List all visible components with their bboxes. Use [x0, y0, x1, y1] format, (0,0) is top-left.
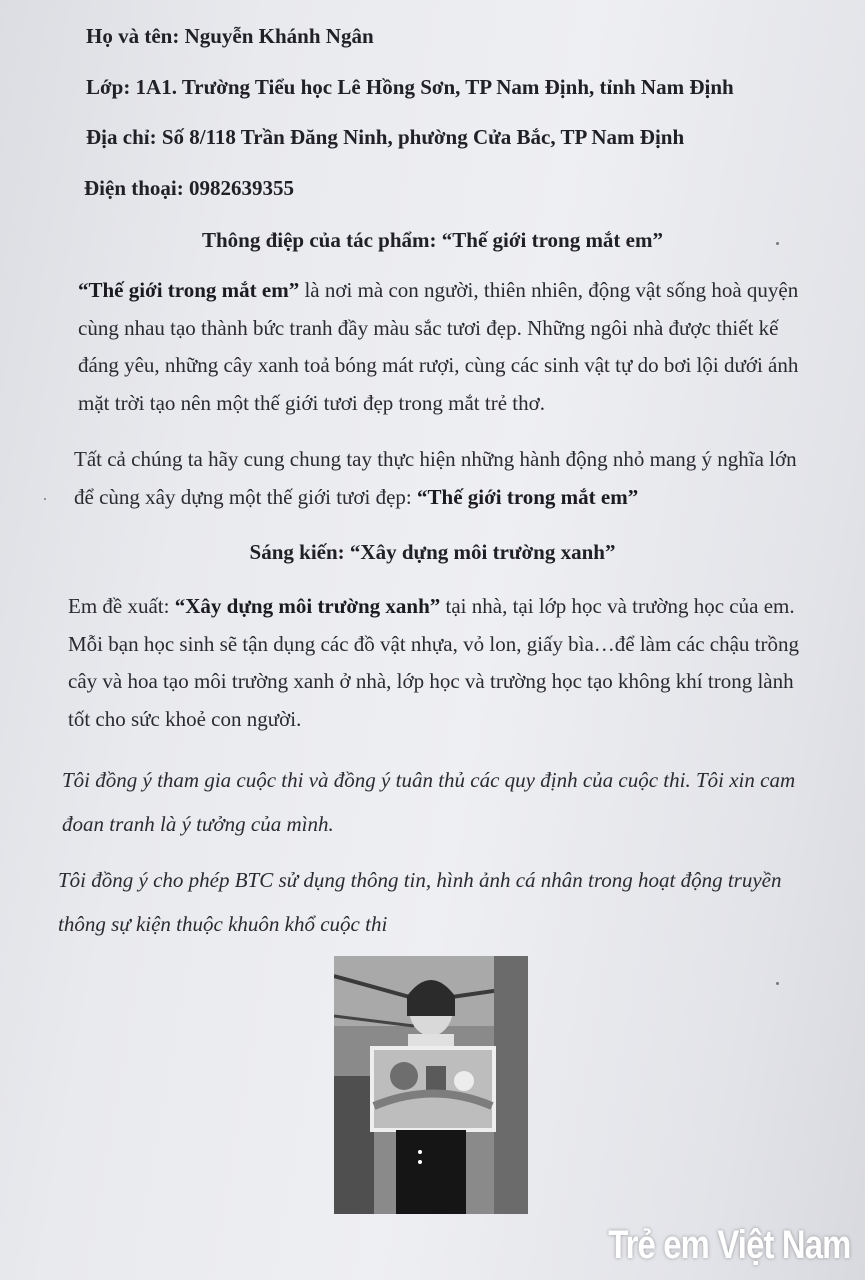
initiative-heading: Sáng kiến: “Xây dựng môi trường xanh”: [249, 540, 616, 564]
initiative-paragraph: [68, 588, 820, 738]
message-title-bold: “Thế giới trong mắt em”: [78, 278, 300, 302]
student-photo-drawing: [334, 956, 528, 1214]
message-paragraph-2-text: Tất cả chúng ta hãy cung chung tay thực hiện những hành động nhỏ mang ý nghĩa lớn để cùng xây dựng một thế giới tươi đẹp:: [74, 447, 797, 509]
paper-speck: [44, 498, 46, 500]
class-line: Lớp: 1A1. Trường Tiểu học Lê Hồng Sơn, TP Nam Định, tỉnh Nam Định: [86, 75, 734, 99]
watermark-logo: Trẻ em Việt Nam: [608, 1223, 851, 1267]
message-paragraph-2: [74, 441, 798, 516]
address-line: Địa chỉ: Số 8/118 Trần Đăng Ninh, phường Cửa Bắc, TP Nam Định: [86, 125, 685, 149]
initiative-paragraph-text: tại nhà, tại lớp học và trường học của em. Mỗi bạn học sinh sẽ tận dụng các đồ vật nhựa, vỏ lon, giấy bìa…để làm các chậu trồng cây và hoa tạo môi trường xanh ở nhà, lớp học và trường học tạo không khí trong lành tốt cho sức khoẻ con người.: [68, 594, 800, 731]
message-paragraph-2-bold: “Thế giới trong mắt em”: [417, 484, 639, 509]
paper-speck: [776, 242, 779, 245]
paper-speck: [776, 982, 779, 985]
consent-statement-2: Tôi đồng ý cho phép BTC sử dụng thông tin, hình ảnh cá nhân trong hoạt động truyền thông sự kiện thuộc khuôn khổ cuộc thi: [58, 868, 782, 936]
consent-statement-1: Tôi đồng ý tham gia cuộc thi và đồng ý tuân thủ các quy định của cuộc thi. Tôi xin cam đoan tranh là ý tưởng của mình.: [62, 768, 796, 836]
message-paragraph-1: [78, 272, 816, 422]
message-heading: Thông điệp của tác phẩm: “Thế giới trong mắt em”: [201, 228, 663, 252]
initiative-title-bold: “Xây dựng môi trường xanh”: [174, 594, 441, 618]
initiative-paragraph-start: Em đề xuất:: [68, 594, 175, 618]
message-paragraph-1-text: là nơi mà con người, thiên nhiên, động vật sống hoà quyện cùng nhau tạo thành bức tranh đầy màu sắc tươi đẹp. Những ngôi nhà được thiết kế đáng yêu, những cây xanh toả bóng mát rượi, cùng các sinh vật tự do bơi lội dưới ánh mặt trời tạo nên một thế giới tươi đẹp trong mắt trẻ thơ.: [78, 278, 799, 415]
phone-line: Điện thoại: 0982639355: [84, 176, 294, 200]
name-line: Họ và tên: Nguyễn Khánh Ngân: [86, 24, 374, 48]
student-photo: [334, 956, 528, 1214]
